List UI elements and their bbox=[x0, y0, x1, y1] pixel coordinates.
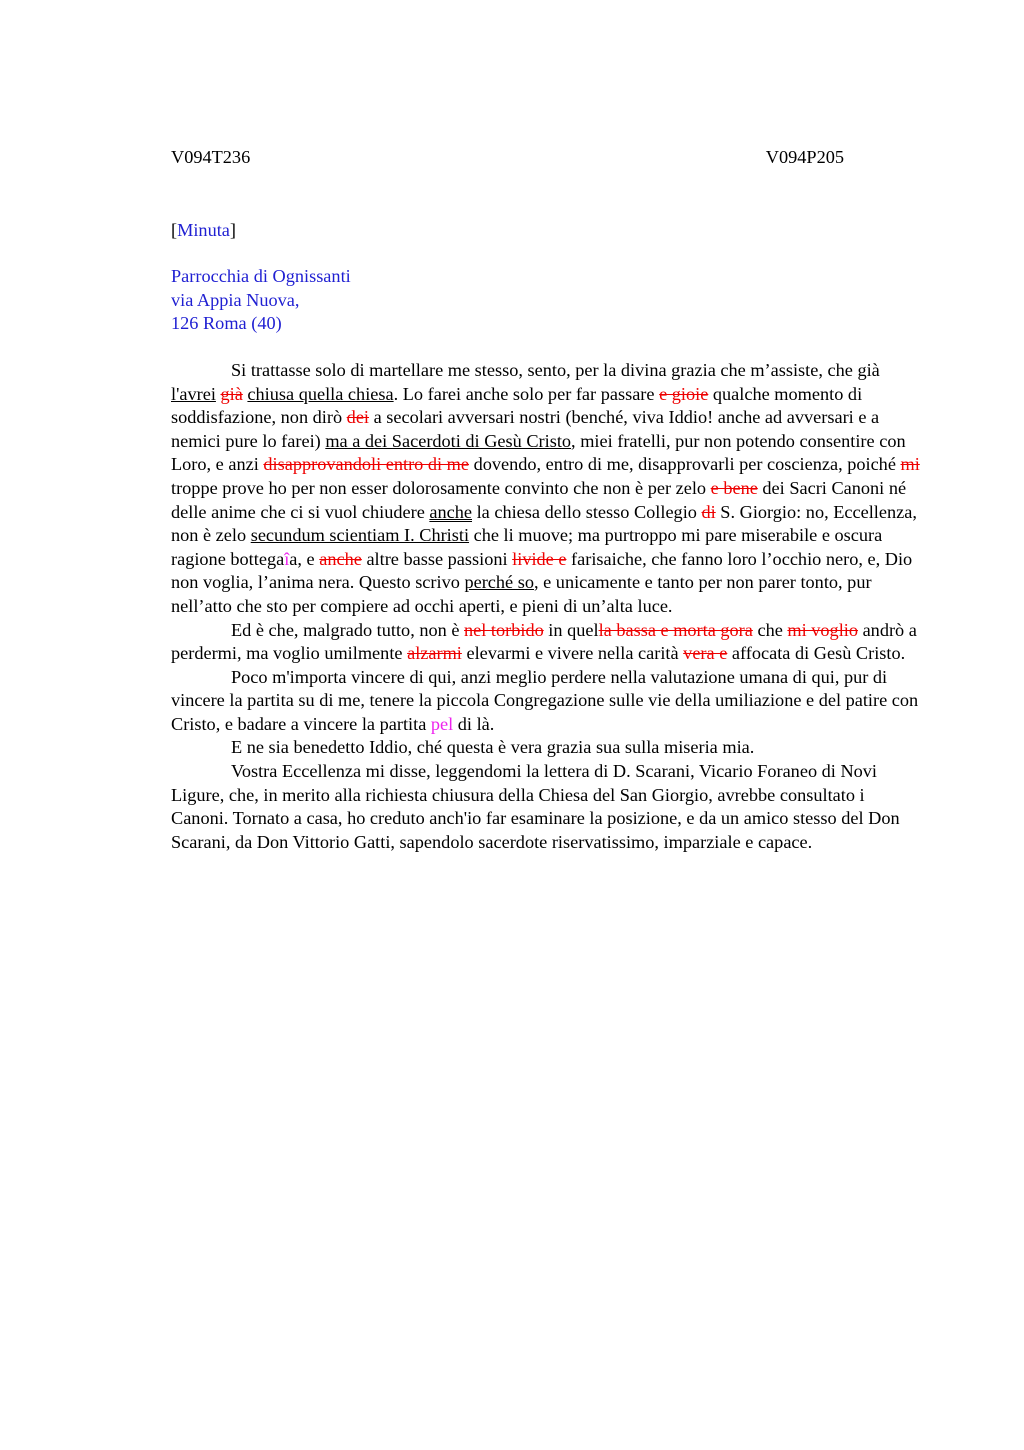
paragraph-5: Vostra Eccellenza mi disse, leggendomi la lettera di D. Scarani, Vicario Foraneo di Novi Ligure, che, in merito alla richiesta chiusura della Chiesa del San Giorgio, avrebbe consultato i Canoni. Tornato a casa, ho creduto anch'io far esaminare la posizione, e da un amico stesso del Don Scarani, da Don Vittorio Gatti, sapendolo sacerdote riservatissimo, imparziale e capace. bbox=[171, 761, 900, 852]
paragraph-2: Ed è che, malgrado tutto, non è nel torbido in quella bassa e morta gora che mi voglio andrò a perdermi, ma voglio umilmente alzarmi elevarmi e vivere nella carità vera e affocata di Gesù Cristo. bbox=[171, 619, 917, 664]
address-line: Parrocchia di Ognissanti bbox=[171, 266, 351, 287]
minuta-text: Minuta bbox=[177, 219, 230, 240]
minuta-label bbox=[171, 219, 926, 243]
address-block bbox=[171, 265, 926, 336]
left-id: V094T236 bbox=[171, 147, 251, 167]
letter-body bbox=[171, 359, 926, 854]
bracket-close: ] bbox=[229, 219, 236, 240]
right-id: V094P205 bbox=[765, 147, 844, 167]
document-page bbox=[171, 146, 926, 854]
address-line: 126 Roma (40) bbox=[171, 313, 282, 334]
bracket-open: [ bbox=[171, 219, 178, 240]
paragraph-1: Si trattasse solo di martellare me stesso, sento, per la divina grazia che m’assiste, che già l'avrei già chiusa quella chiesa. Lo farei anche solo per far passare e gioie qualche momento di soddisfazione, non dirò dei a secolari avversari nostri (benché, viva Iddio! anche ad avversari e a nemici pure lo farei) ma a dei Sacerdoti di Gesù Cristo, miei fratelli, pur non potendo consentire con Loro, e anzi disapprovandoli entro di me dovendo, entro di me, disapprovarli per coscienza, poiché mi troppe prove ho per non esser dolorosamente convinto che non è per zelo e bene dei Sacri Canoni né delle anime che ci si vuol chiudere anche la chiesa dello stesso Collegio di S. Giorgio: no, Eccellenza, non è zelo secundum scientiam I. Christi che li muove; ma purtroppo mi pare miserabile e oscura ragione bottegaîa, e anche altre basse passioni livide e farisaiche, che fanno loro l’occhio nero, e, Dio non voglia, l’anima nera. Questo scrivo perché so, e unicamente e tanto per non parer tonto, pur nell’atto che sto per compiere ad occhi aperti, e pieni di un’alta luce. bbox=[171, 359, 920, 616]
paragraph-4: E ne sia benedetto Iddio, ché questa è vera grazia sua sulla miseria mia. bbox=[231, 737, 755, 758]
document-ids bbox=[171, 146, 844, 170]
address-line: via Appia Nuova, bbox=[171, 289, 300, 310]
paragraph-3: Poco m'importa vincere di qui, anzi meglio perdere nella valutazione umana di qui, pur di vincere la partita su di me, tenere la piccola Congregazione sulle vie della umiliazione e del patire con Cristo, e badare a vincere la partita pel di là. bbox=[171, 666, 919, 734]
